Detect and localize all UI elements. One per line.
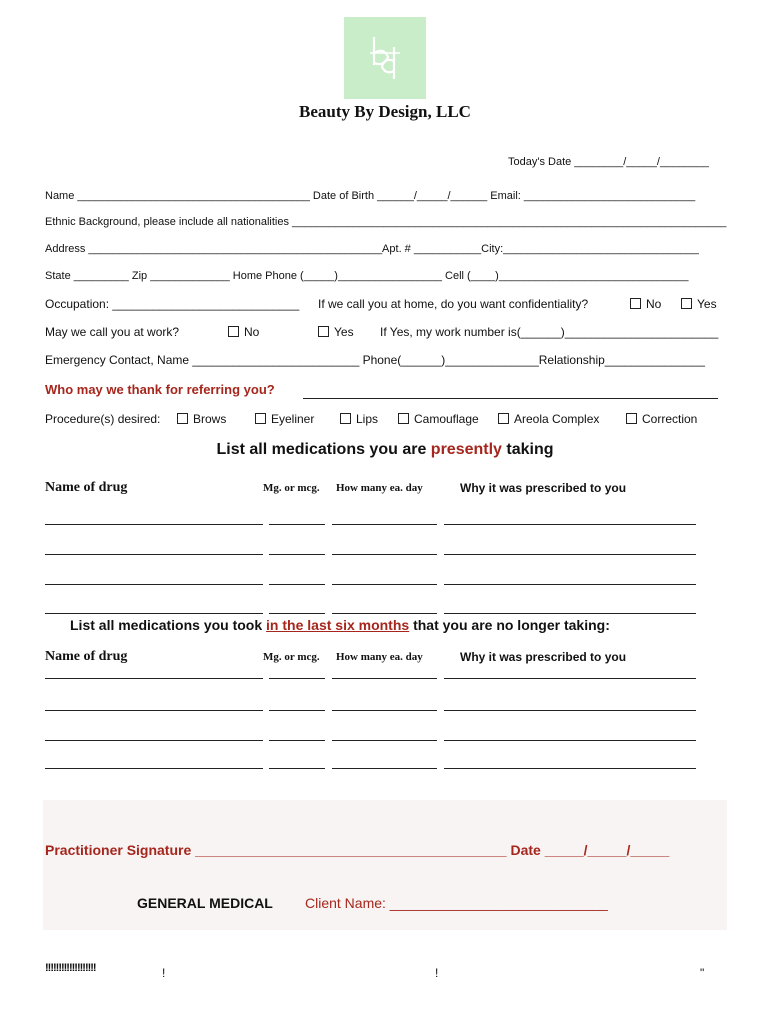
footer-mark-2: ! xyxy=(162,966,166,980)
checkbox-icon[interactable] xyxy=(626,413,637,424)
general-medical-label: GENERAL MEDICAL xyxy=(137,895,273,911)
emergency-contact-row[interactable]: Emergency Contact, Name _________________________ Phone(______)______________Relationship_______________ xyxy=(45,353,705,367)
state-zip-phone-row[interactable]: State _________ Zip _____________ Home Phone (_____)_________________ Cell (____)_______________________________ xyxy=(45,270,689,282)
medication-entry-line[interactable] xyxy=(269,768,325,769)
practitioner-signature-field[interactable]: Practitioner Signature ________________________________________ Date _____/_____/_____ xyxy=(45,842,670,858)
col-name-of-drug: Name of drug xyxy=(45,480,128,495)
checkbox-icon[interactable] xyxy=(630,298,641,309)
medication-entry-line[interactable] xyxy=(332,740,437,741)
medication-entry-line[interactable] xyxy=(45,554,263,555)
medication-entry-line[interactable] xyxy=(45,524,263,525)
work-number-field[interactable]: If Yes, my work number is(______)_______________________ xyxy=(380,325,719,339)
name-dob-email-row[interactable]: Name ______________________________________ Date of Birth ______/_____/______ Email: ____________________________ xyxy=(45,190,696,202)
checkbox-icon[interactable] xyxy=(340,413,351,424)
medication-entry-line[interactable] xyxy=(269,584,325,585)
medication-entry-line[interactable] xyxy=(444,584,696,585)
procedure-camouflage[interactable]: Camouflage xyxy=(398,412,479,426)
checkbox-icon[interactable] xyxy=(228,326,239,337)
col-mg-past: Mg. or mcg. xyxy=(263,651,320,663)
medication-entry-line[interactable] xyxy=(444,613,696,614)
medication-entry-line[interactable] xyxy=(269,524,325,525)
medication-entry-line[interactable] xyxy=(45,584,263,585)
footer-marks: !!!!!!!!!!!!!!!!!!! xyxy=(45,962,96,974)
past-medications-heading: List all medications you took in the last six months that you are no longer taking: xyxy=(70,617,610,633)
col-how-many-past: How many ea. day xyxy=(336,651,423,663)
checkbox-icon[interactable] xyxy=(255,413,266,424)
procedure-brows[interactable]: Brows xyxy=(177,412,226,426)
col-name-of-drug-past: Name of drug xyxy=(45,649,128,664)
medication-entry-line[interactable] xyxy=(332,613,437,614)
col-why: Why it was prescribed to you xyxy=(460,481,627,495)
medication-entry-line[interactable] xyxy=(269,740,325,741)
footer-mark-3: ! xyxy=(435,966,439,980)
medication-entry-line[interactable] xyxy=(444,710,696,711)
procedure-areola-complex[interactable]: Areola Complex xyxy=(498,412,599,426)
checkbox-icon[interactable] xyxy=(681,298,692,309)
confidential-no-option[interactable]: No xyxy=(630,297,661,311)
medication-entry-line[interactable] xyxy=(332,524,437,525)
medication-entry-line[interactable] xyxy=(332,768,437,769)
medication-entry-line[interactable] xyxy=(444,740,696,741)
confidentiality-question: If we call you at home, do you want confidentiality? xyxy=(318,297,589,311)
footer-mark-4: " xyxy=(700,966,705,980)
checkbox-icon[interactable] xyxy=(398,413,409,424)
checkbox-icon[interactable] xyxy=(498,413,509,424)
company-name: Beauty By Design, LLC xyxy=(299,102,471,121)
medication-entry-line[interactable] xyxy=(269,710,325,711)
medication-entry-line[interactable] xyxy=(332,678,437,679)
medication-entry-line[interactable] xyxy=(444,678,696,679)
procedure-lips[interactable]: Lips xyxy=(340,412,378,426)
medication-entry-line[interactable] xyxy=(444,768,696,769)
occupation-field[interactable]: Occupation: ____________________________ xyxy=(45,297,300,311)
medication-entry-line[interactable] xyxy=(332,554,437,555)
col-mg: Mg. or mcg. xyxy=(263,482,320,494)
medication-entry-line[interactable] xyxy=(444,524,696,525)
medication-entry-line[interactable] xyxy=(332,584,437,585)
medication-entry-line[interactable] xyxy=(444,554,696,555)
medication-entry-line[interactable] xyxy=(269,613,325,614)
medication-entry-line[interactable] xyxy=(332,710,437,711)
medication-entry-line[interactable] xyxy=(269,554,325,555)
referral-answer-line[interactable] xyxy=(303,398,718,399)
medication-entry-line[interactable] xyxy=(269,678,325,679)
checkbox-icon[interactable] xyxy=(177,413,188,424)
medication-entry-line[interactable] xyxy=(45,740,263,741)
ethnic-background-field[interactable]: Ethnic Background, please include all nationalities _______________________________________________________________________ xyxy=(45,216,727,228)
procedure-correction[interactable]: Correction xyxy=(626,412,697,426)
company-logo xyxy=(344,17,426,99)
current-medications-heading: List all medications you are presently taking xyxy=(216,441,554,458)
medication-entry-line[interactable] xyxy=(45,613,263,614)
medication-entry-line[interactable] xyxy=(45,710,263,711)
work-no-option[interactable]: No xyxy=(228,325,259,339)
client-name-field[interactable]: Client Name: ____________________________ xyxy=(305,895,608,911)
confidential-yes-option[interactable]: Yes xyxy=(681,297,717,311)
col-how-many: How many ea. day xyxy=(336,482,423,494)
medication-entry-line[interactable] xyxy=(45,678,263,679)
work-yes-option[interactable]: Yes xyxy=(318,325,354,339)
procedures-label: Procedure(s) desired: xyxy=(45,412,161,426)
medication-entry-line[interactable] xyxy=(45,768,263,769)
procedure-eyeliner[interactable]: Eyeliner xyxy=(255,412,314,426)
referral-question: Who may we thank for referring you? xyxy=(45,382,275,397)
col-why-past: Why it was prescribed to you xyxy=(460,650,627,664)
address-row[interactable]: Address ________________________________________________Apt. # ___________City:________________________________ xyxy=(45,243,699,255)
todays-date-field[interactable]: Today's Date ________/_____/________ xyxy=(508,156,709,168)
checkbox-icon[interactable] xyxy=(318,326,329,337)
work-call-question: May we call you at work? xyxy=(45,325,180,339)
